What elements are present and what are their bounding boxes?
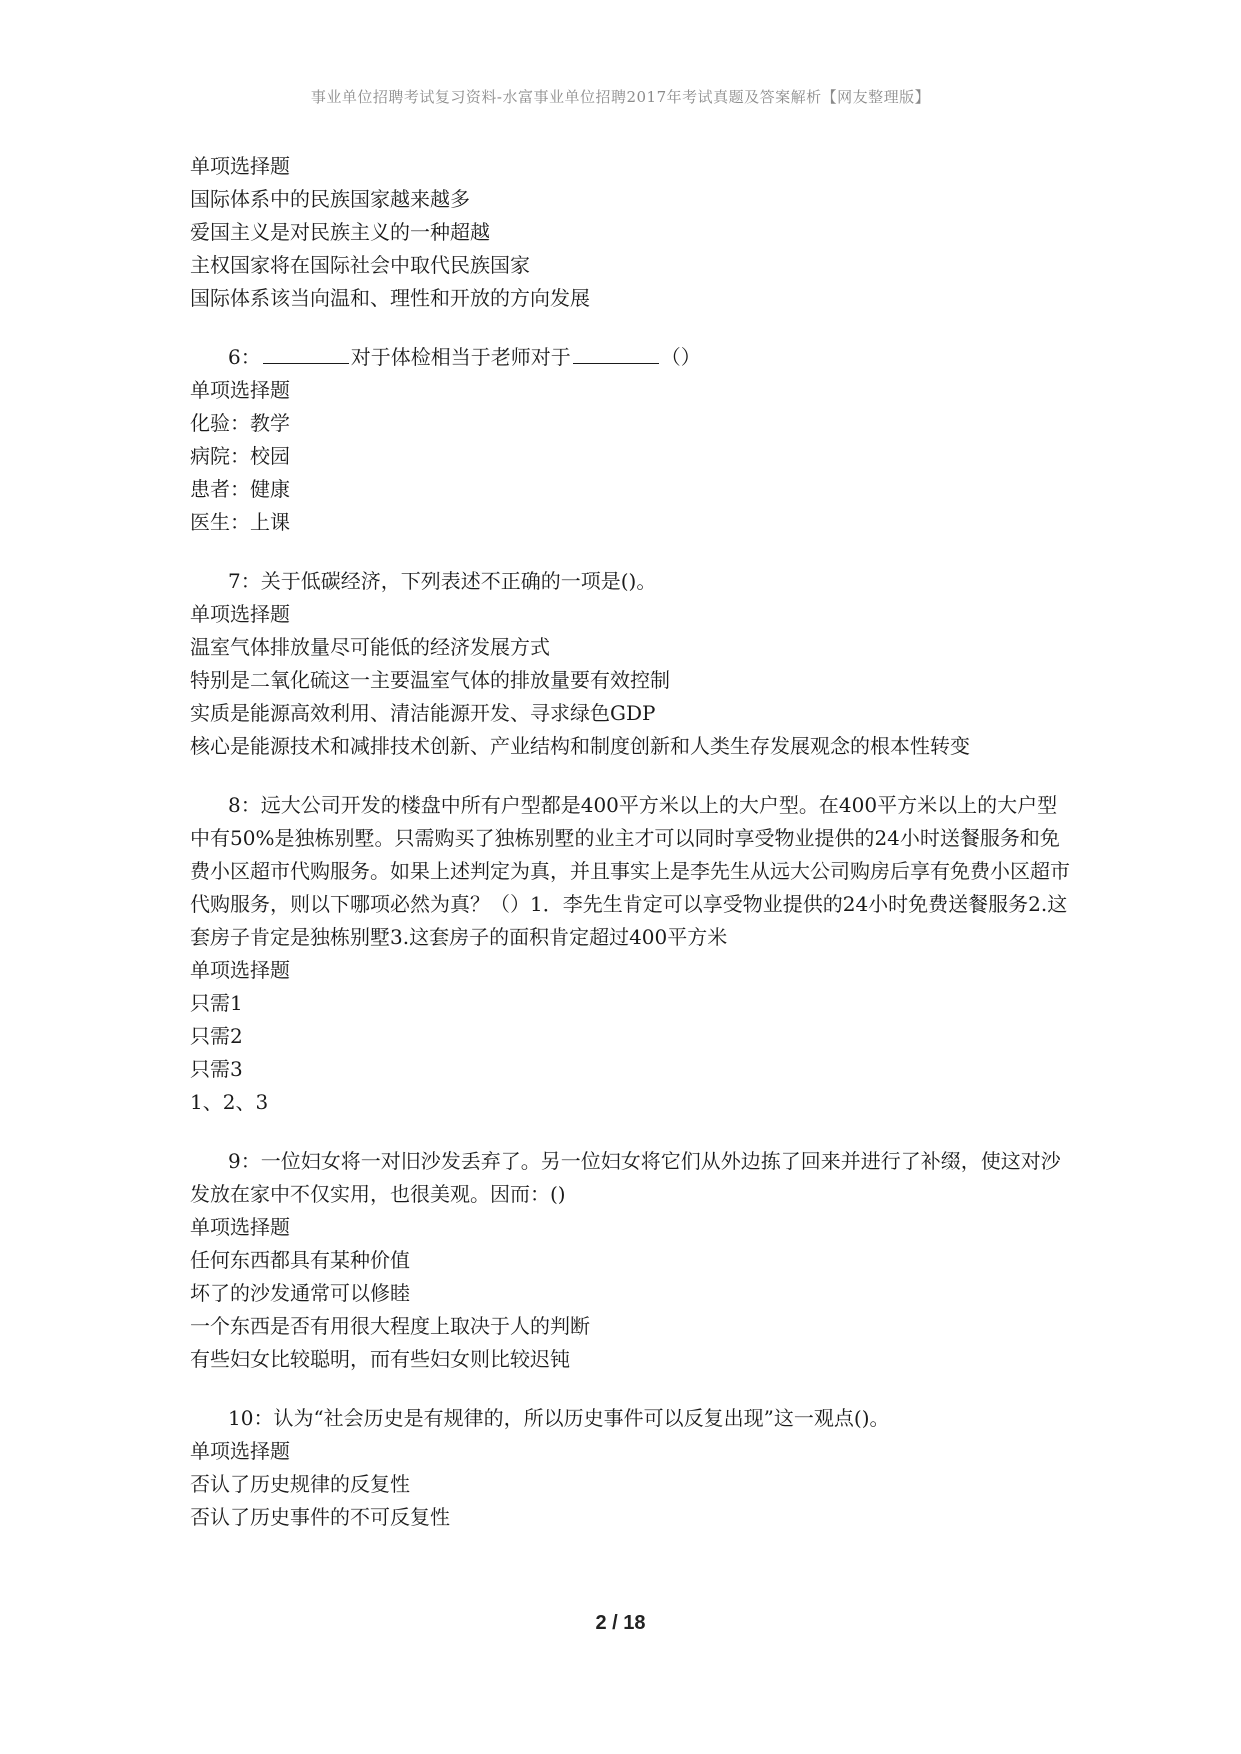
question-stem: 8：远大公司开发的楼盘中所有户型都是400平方米以上的大户型。在400平方米以上的大户型中有50%是独栋别墅。只需购买了独栋别墅的业主才可以同时享受物业提供的24小时送餐服务和免费小区超市代购服务。如果上述判定为真，并且事实上是李先生从远大公司购房后享有免费小区超市代购服务，则以下哪项必然为真？（）1．李先生肯定可以享受物业提供的24小时免费送餐服务2.这套房子肯定是独栋别墅3.这套房子的面积肯定超过400平方米	[190, 793, 1070, 949]
question-5-tail	[190, 150, 1070, 315]
question-7	[190, 565, 1070, 763]
answer-blank	[263, 343, 349, 364]
question-10	[190, 1402, 1070, 1534]
option: 特别是二氧化硫这一主要温室气体的排放量要有效控制	[190, 668, 670, 692]
question-9	[190, 1145, 1070, 1376]
question-type: 单项选择题	[190, 958, 290, 982]
option: 化验：教学	[190, 411, 290, 435]
option: 国际体系该当向温和、理性和开放的方向发展	[190, 286, 590, 310]
question-type: 单项选择题	[190, 602, 290, 626]
question-stem	[190, 341, 1070, 374]
question-stem: 7：关于低碳经济，下列表述不正确的一项是()。	[228, 569, 657, 593]
question-type: 单项选择题	[190, 378, 290, 402]
option: 1、2、3	[190, 1090, 269, 1114]
document-body	[190, 150, 1070, 1534]
option: 否认了历史事件的不可反复性	[190, 1505, 450, 1529]
option: 国际体系中的民族国家越来越多	[190, 187, 470, 211]
option: 病院：校园	[190, 444, 290, 468]
option: 任何东西都具有某种价值	[190, 1248, 410, 1272]
option: 一个东西是否有用很大程度上取决于人的判断	[190, 1314, 590, 1338]
option: 只需2	[190, 1024, 243, 1048]
question-text: （）	[660, 345, 701, 369]
question-type: 单项选择题	[190, 1439, 290, 1463]
page-number: 2 / 18	[595, 1612, 646, 1634]
option: 只需1	[190, 991, 243, 1015]
question-number: 6：	[228, 345, 261, 369]
option: 爱国主义是对民族主义的一种超越	[190, 220, 490, 244]
question-stem: 9：一位妇女将一对旧沙发丢弃了。另一位妇女将它们从外边拣了回来并进行了补缀，使这对沙发放在家中不仅实用，也很美观。因而：()	[190, 1149, 1061, 1206]
question-type: 单项选择题	[190, 1215, 290, 1239]
option: 坏了的沙发通常可以修睦	[190, 1281, 410, 1305]
page-header: 事业单位招聘考试复习资料-水富事业单位招聘2017年考试真题及答案解析【网友整理版】	[310, 88, 931, 106]
option: 只需3	[190, 1057, 243, 1081]
answer-blank	[573, 343, 659, 364]
option: 有些妇女比较聪明，而有些妇女则比较迟钝	[190, 1347, 570, 1371]
option: 否认了历史规律的反复性	[190, 1472, 410, 1496]
option: 核心是能源技术和减排技术创新、产业结构和制度创新和人类生存发展观念的根本性转变	[190, 734, 970, 758]
option: 主权国家将在国际社会中取代民族国家	[190, 253, 530, 277]
question-text: 对于体检相当于老师对于	[350, 345, 571, 369]
question-8	[190, 789, 1070, 1119]
question-stem: 10：认为“社会历史是有规律的，所以历史事件可以反复出现”这一观点()。	[228, 1406, 890, 1430]
option: 医生：上课	[190, 510, 290, 534]
question-type: 单项选择题	[190, 154, 290, 178]
option: 患者：健康	[190, 477, 290, 501]
option: 实质是能源高效利用、清洁能源开发、寻求绿色GDP	[190, 701, 656, 725]
option: 温室气体排放量尽可能低的经济发展方式	[190, 635, 550, 659]
question-6	[190, 341, 1070, 539]
